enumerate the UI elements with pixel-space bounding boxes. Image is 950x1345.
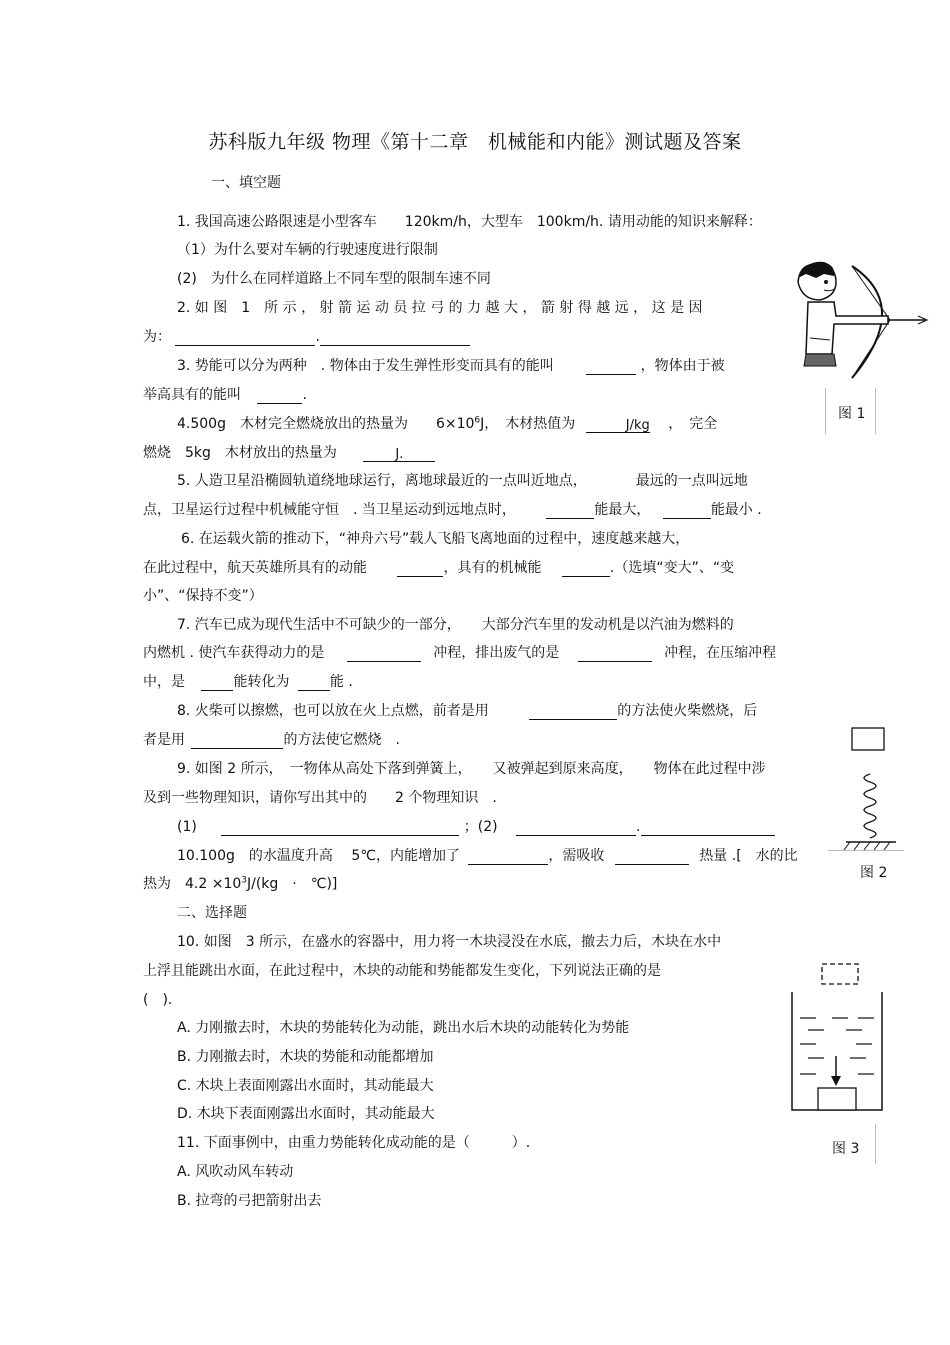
question-2-dot: . (315, 329, 320, 345)
question-6-text-b: ，具有的机械能 (443, 560, 542, 576)
water-container-figure (786, 958, 886, 1118)
question-7-line-3 (143, 673, 353, 691)
question-4-text-d: 燃烧 5kg 木材放出的热量为 (143, 445, 337, 461)
choice-10-option-a: A. 力刚撤去时，木块的势能转化为动能，跳出水后木块的动能转化为势能 (177, 1020, 630, 1036)
question-9-label-1: (1) (177, 819, 197, 835)
question-10-line-2 (143, 875, 337, 893)
choice-10-option-b: B. 力刚撤去时，木块的势能和动能都增加 (177, 1049, 434, 1065)
answer-blank (221, 819, 459, 836)
question-6-line-2 (143, 559, 734, 577)
question-10-text-c: 热量 .[ 水的比 (699, 848, 798, 864)
question-4-exponent: 6 (474, 415, 481, 426)
question-5-line-2 (143, 501, 762, 519)
choice-10-line-1: 10. 如图 3 所示，在盛水的容器中，用力将一木块浸没在水底，撤去力后，木块在水中 (177, 934, 722, 950)
question-5-text-a: 点，卫星运行过程中机械能守恒 . 当卫星运动到远地点时， (143, 502, 516, 518)
question-6-line-1: 6. 在运载火箭的推动下，“神舟六号”载人飞船飞离地面的过程中，速度越来越大， (181, 531, 690, 547)
question-5-line-1: 5. 人造卫星沿椭圆轨道绕地球运行，离地球最近的一点叫近地点， 最远的一点叫远地 (177, 473, 748, 489)
question-10-line-1 (177, 847, 798, 865)
choice-10-option-d: D. 木块下表面刚露出水面时，其动能最大 (177, 1106, 435, 1122)
question-10-text-d: 热为 4.2 ×10 (143, 876, 242, 892)
question-4-line-2 (143, 444, 435, 462)
answer-blank (586, 416, 650, 433)
question-1: 1. 我国高速公路限速是小型客车 120km/h，大型车 100km/h. 请用动能的知识来解释： (177, 214, 762, 230)
question-9-line-2: 及到一些物理知识，请你写出其中的 2 个物理知识 . (143, 790, 497, 806)
figure-border (875, 388, 876, 434)
question-3-text-d: . (302, 387, 307, 403)
question-3-text-c: 举高具有的能叫 (143, 387, 241, 403)
spring-figure (832, 722, 912, 862)
answer-blank (641, 819, 775, 836)
question-8-text-a: 8. 火柴可以擦燃，也可以放在火上点燃，前者是用 (177, 703, 489, 719)
choice-10-option-c: C. 木块上表面刚露出水面时，其动能最大 (177, 1078, 434, 1094)
answer-blank (663, 502, 711, 519)
section-heading-multiple-choice: 二、选择题 (177, 905, 247, 921)
question-2-line-1: 2. 如 图 1 所 示 ， 射 箭 运 动 员 拉 弓 的 力 越 大 ， 箭 射 得 越 远 ， 这 是 因 (177, 300, 703, 316)
question-7-line-2 (143, 644, 776, 662)
question-7-line-1: 7. 汽车已成为现代生活中不可缺少的一部分， 大部分汽车里的发动机是以汽油为燃料的 (177, 617, 734, 633)
question-7-text-e: 能转化为 (233, 674, 290, 690)
answer-unit: J. (395, 447, 404, 462)
figure-border (828, 850, 904, 851)
answer-blank (516, 819, 636, 836)
question-7-text-b: 冲程，排出废气的是 (433, 645, 560, 661)
section-heading-fill-blank: 一、填空题 (211, 175, 281, 191)
answer-blank (320, 329, 470, 346)
question-6-line-3: 小”、“保持不变”） (143, 588, 263, 604)
question-10-text-e: J/(kg · ℃)] (247, 876, 338, 892)
choice-10-line-3: ( ). (143, 992, 173, 1008)
figure-1-caption: 图 1 (838, 406, 866, 422)
question-3-text-b: ，物体由于被 (640, 358, 725, 374)
question-3-text-a: 3. 势能可以分为两种 . 物体由于发生弹性形变而具有的能叫 (177, 358, 554, 374)
question-8-text-b: 的方法使火柴燃烧，后 (617, 703, 758, 719)
answer-blank (397, 560, 443, 577)
question-4-text-a: 4.500g 木材完全燃烧放出的热量为 6×10 (177, 416, 475, 432)
question-8-line-2 (143, 731, 400, 749)
question-7-text-a: 内燃机 . 使汽车获得动力的是 (143, 645, 325, 661)
question-10-exponent: 3 (241, 875, 247, 886)
answer-blank (529, 703, 617, 720)
question-9-line-1: 9. 如图 2 所示， 一物体从高处下落到弹簧上， 又被弹起到原来高度， 物体在此过程中涉 (177, 761, 766, 777)
archer-figure (790, 258, 930, 388)
answer-blank (586, 358, 636, 375)
document-title: 苏科版九年级 物理《第十二章 机械能和内能》测试题及答案 (208, 131, 742, 153)
question-6-text-c: .（选填“变大”、“变 (609, 560, 735, 576)
question-3-line-1 (177, 357, 725, 375)
answer-blank (578, 645, 652, 662)
answer-unit: J/kg (625, 418, 650, 433)
answer-blank (363, 445, 435, 462)
answer-blank (257, 387, 302, 404)
answer-blank (546, 502, 594, 519)
question-4-text-b: J， 木材热值为 (480, 416, 576, 432)
answer-blank (298, 674, 330, 691)
figure-border (875, 1124, 876, 1164)
answer-blank (615, 848, 689, 865)
question-10-text-b: ，需吸收 (548, 848, 605, 864)
question-7-text-f: 能 . (329, 674, 353, 690)
question-9-line-3 (177, 818, 775, 836)
question-3-line-2 (143, 386, 307, 404)
figure-border (825, 388, 826, 434)
question-7-text-c: 冲程，在压缩冲程 (664, 645, 777, 661)
question-9-dot: . (636, 819, 641, 835)
question-4-line-1 (177, 415, 717, 433)
answer-blank (201, 674, 233, 691)
choice-11-option-b: B. 拉弯的弓把箭射出去 (177, 1193, 322, 1209)
choice-10-line-2: 上浮且能跳出水面，在此过程中，木块的动能和势能都发生变化，下列说法正确的是 (143, 963, 661, 979)
question-9-label-2: ；(2) (463, 819, 498, 835)
choice-11-question: 11. 下面事例中，由重力势能转化成动能的是（ ）. (177, 1135, 531, 1151)
question-1-part-2: (2) 为什么在同样道路上不同车型的限制车速不同 (177, 271, 491, 287)
answer-blank (347, 645, 421, 662)
answer-blank (468, 848, 548, 865)
question-7-text-d: 中，是 (143, 674, 185, 690)
answer-blank (191, 732, 283, 749)
answer-blank (562, 560, 610, 577)
question-8-text-d: 的方法使它燃烧 . (283, 732, 400, 748)
figure-2-caption: 图 2 (860, 865, 888, 881)
choice-11-option-a: A. 风吹动风车转动 (177, 1164, 294, 1180)
question-2-label: 为： (143, 329, 171, 345)
answer-blank (175, 329, 315, 346)
question-10-text-a: 10.100g 的水温度升高 5℃，内能增加了 (177, 848, 460, 864)
question-8-line-1 (177, 702, 757, 720)
figure-3-caption: 图 3 (832, 1141, 860, 1157)
question-5-text-c: 能最小 . (710, 502, 762, 518)
question-6-text-a: 在此过程中，航天英雄所具有的动能 (143, 560, 367, 576)
question-8-text-c: 者是用 (143, 732, 185, 748)
question-5-text-b: 能最大， (594, 502, 651, 518)
question-4-text-c: ， 完全 (668, 416, 718, 432)
question-1-part-1: （1）为什么要对车辆的行驶速度进行限制 (177, 242, 438, 258)
question-2-line-2 (143, 328, 470, 346)
